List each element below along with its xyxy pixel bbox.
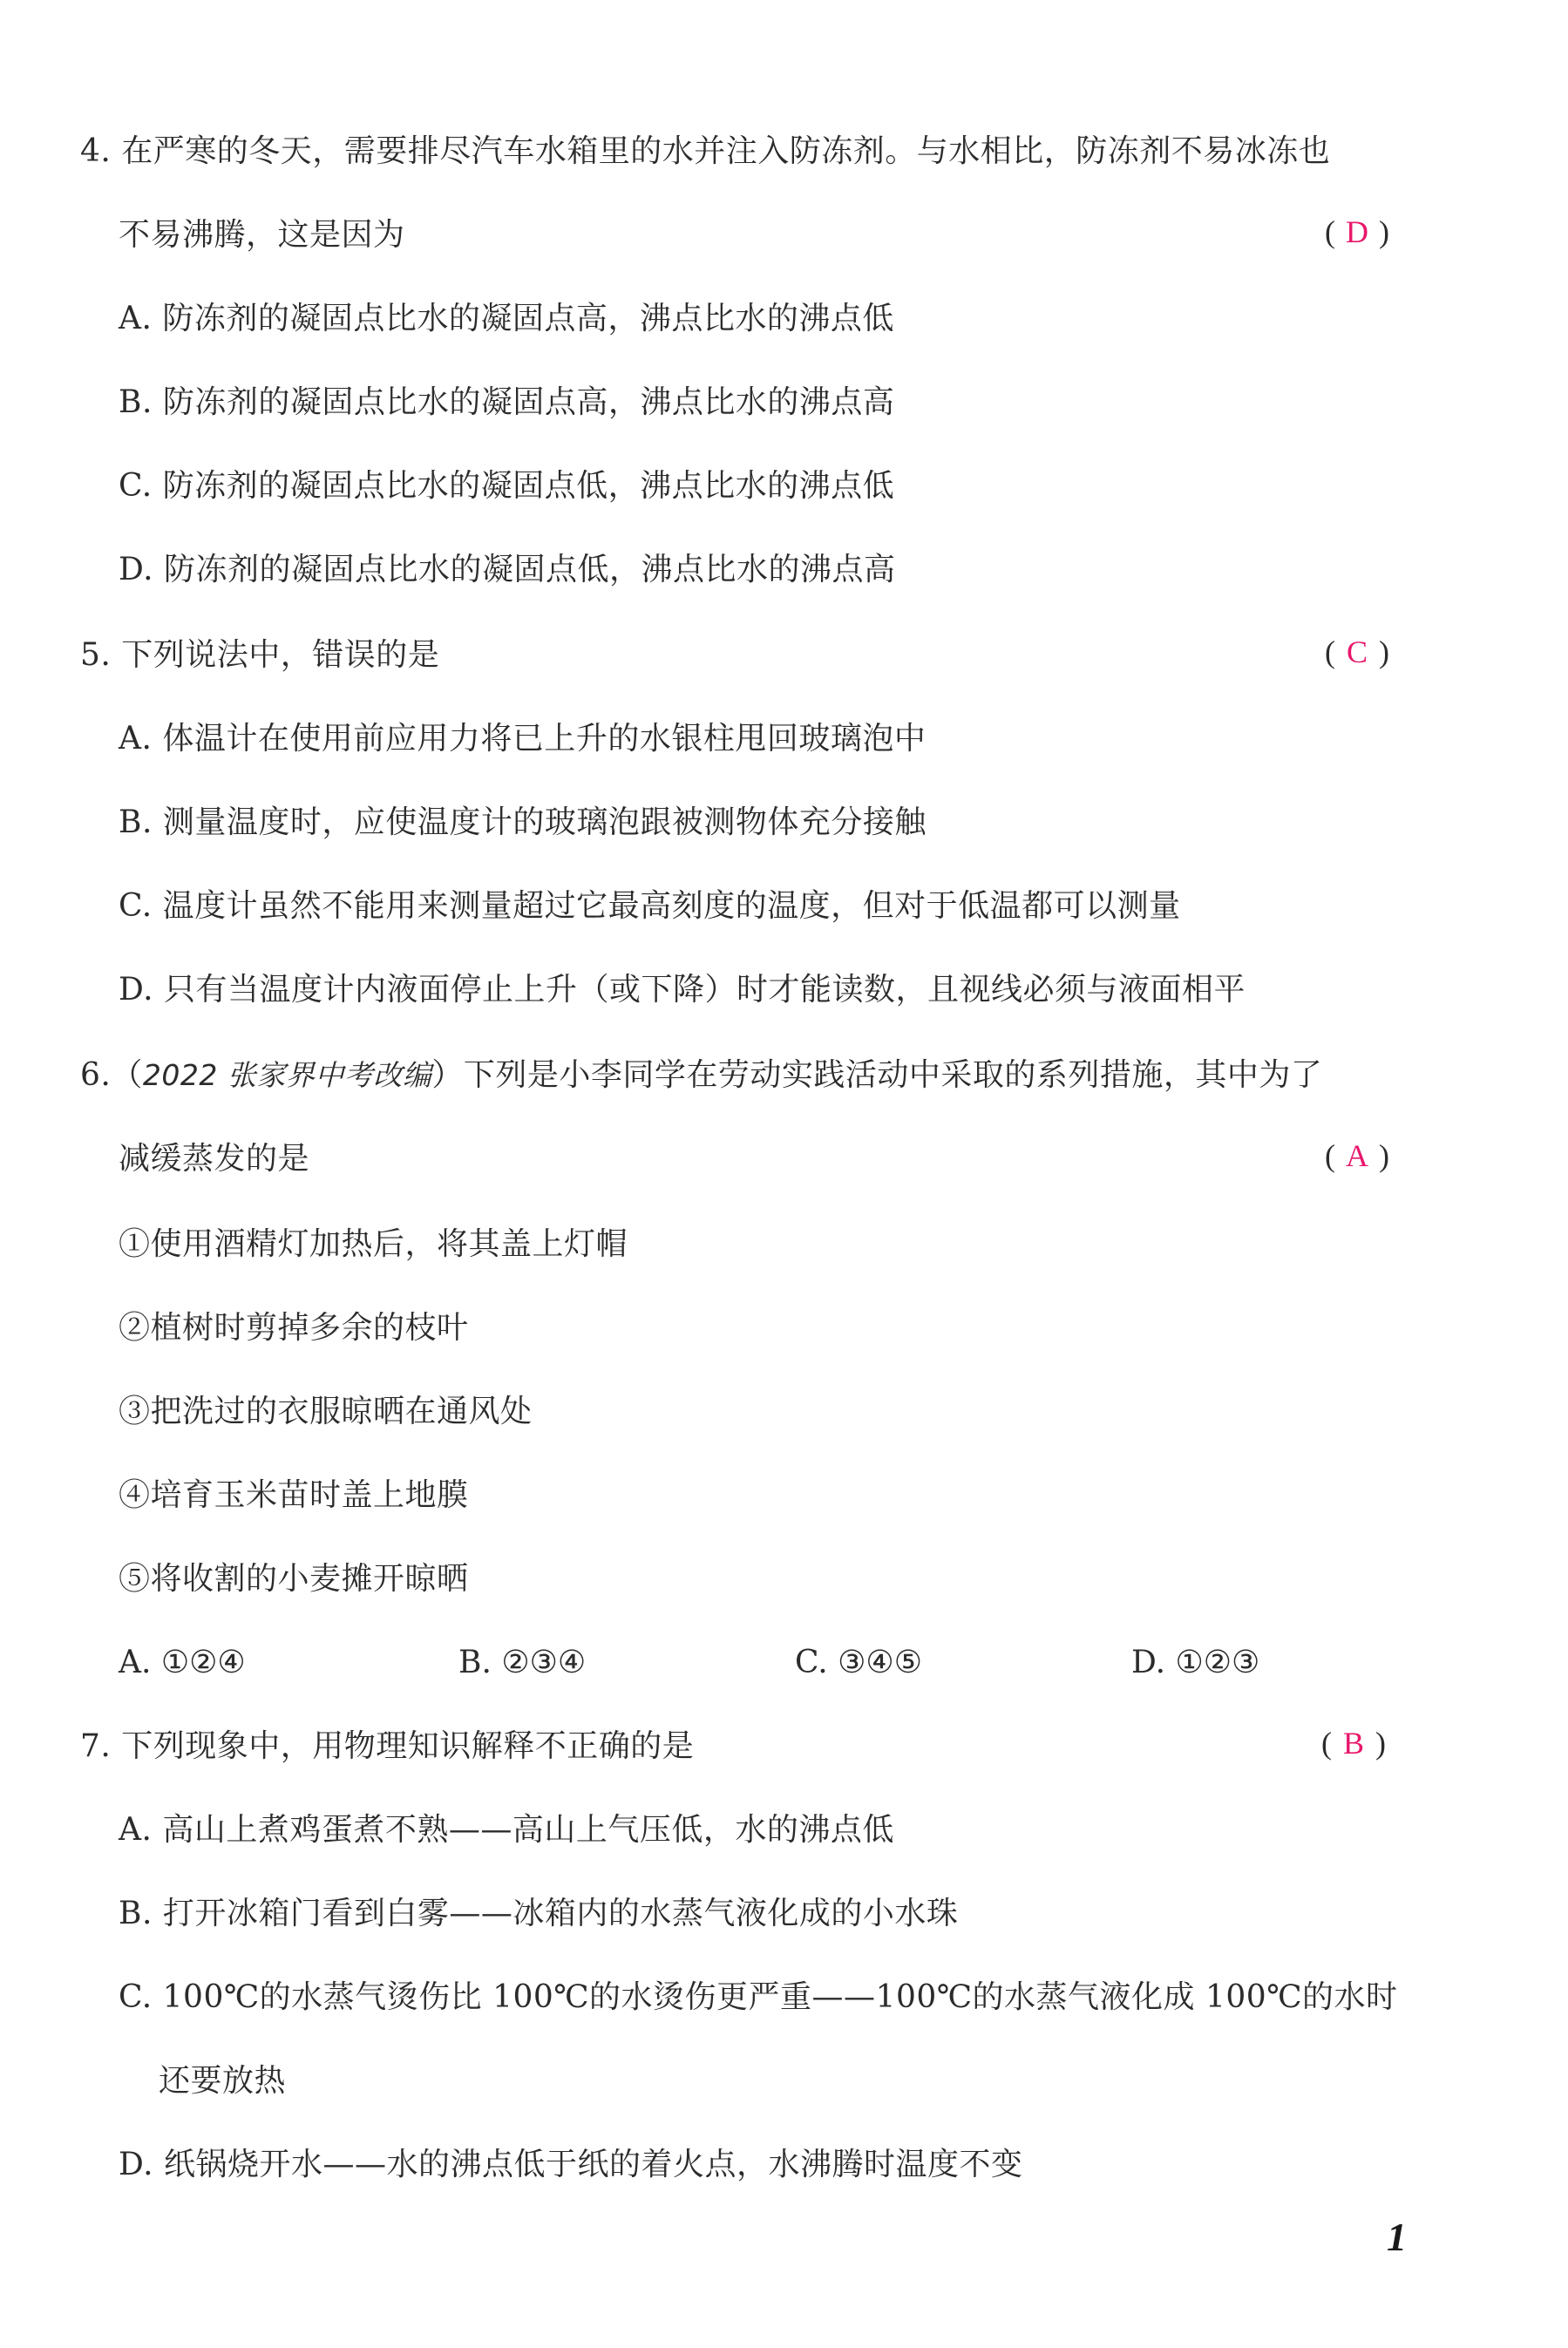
q7-option-c: C. 100℃的水蒸气烫伤比 100℃的水烫伤更严重——100℃的水蒸气液化成 100℃的水时 (119, 1979, 1398, 2015)
q6-item-3: ③把洗过的衣服晾晒在通风处 (119, 1394, 533, 1429)
q5-option-b: B. 测量温度时，应使温度计的玻璃泡跟被测物体充分接触 (119, 804, 927, 840)
q7-answer: B (1342, 1726, 1364, 1761)
q7-option-b: B. 打开冰箱门看到白雾——冰箱内的水蒸气液化成的小水珠 (119, 1896, 959, 1931)
q6-item-2: ②植树时剪掉多余的枝叶 (119, 1310, 469, 1346)
q7-option-c-cont: 还要放热 (159, 2063, 287, 2099)
q5-answer: C (1346, 635, 1368, 669)
q6-item-5: ⑤将收割的小麦摊开晾晒 (119, 1561, 469, 1597)
q6-item-4: ④培育玉米苗时盖上地膜 (119, 1477, 469, 1513)
q6-stem-rest: ）下列是小李同学在劳动实践活动中采取的系列措施，其中为了 (431, 1057, 1323, 1093)
q5-stem: 5. 下列说法中，错误的是 (80, 637, 440, 673)
page-number: 1 (1387, 2215, 1407, 2259)
q4-option-a: A. 防冻剂的凝固点比水的凝固点高，沸点比水的沸点低 (119, 301, 894, 336)
q6-answer: A (1346, 1138, 1368, 1173)
q4-stem-line1: 4. 在严寒的冬天，需要排尽汽车水箱里的水并注入防冻剂。与水相比，防冻剂不易冰冻也 (80, 133, 1331, 169)
q5-option-d: D. 只有当温度计内液面停止上升（或下降）时才能读数，且视线必须与液面相平 (119, 972, 1246, 1008)
q4-option-d: D. 防冻剂的凝固点比水的凝固点低，沸点比水的沸点高 (119, 552, 896, 587)
q7-answer-bracket: ( B ) (1321, 1722, 1386, 1764)
q4-option-c: C. 防冻剂的凝固点比水的凝固点低，沸点比水的沸点低 (119, 468, 895, 504)
q6-answer-bracket: ( A ) (1325, 1135, 1389, 1177)
q7-option-d: D. 纸锅烧开水——水的沸点低于纸的着火点，水沸腾时温度不变 (119, 2147, 1023, 2182)
q6-option-d: D. ①②③ (1131, 1645, 1260, 1680)
q5-option-a: A. 体温计在使用前应用力将已上升的水银柱甩回玻璃泡中 (119, 721, 927, 757)
q5-answer-bracket: ( C ) (1325, 631, 1389, 673)
q4-option-b: B. 防冻剂的凝固点比水的凝固点高，沸点比水的沸点高 (119, 384, 895, 420)
q6-prefix: 6.（ (80, 1057, 143, 1093)
q4-answer: D (1346, 214, 1368, 249)
q4-stem-line2: 不易沸腾，这是因为 (119, 217, 405, 253)
q7-option-a: A. 高山上煮鸡蛋煮不熟——高山上气压低，水的沸点低 (119, 1812, 894, 1848)
q6-item-1: ①使用酒精灯加热后，将其盖上灯帽 (119, 1226, 628, 1262)
q4-answer-bracket: ( D ) (1325, 211, 1389, 253)
q6-option-c: C. ③④⑤ (795, 1645, 922, 1680)
q6-source: 2022 张家界中考改编 (142, 1058, 432, 1092)
q6-option-b: B. ②③④ (458, 1645, 587, 1680)
q6-stem-line1 (80, 1055, 1322, 1096)
q7-stem: 7. 下列现象中，用物理知识解释不正确的是 (80, 1728, 695, 1764)
q5-option-c: C. 温度计虽然不能用来测量超过它最高刻度的温度，但对于低温都可以测量 (119, 888, 1181, 924)
q6-option-a: A. ①②④ (119, 1645, 246, 1680)
q6-stem-line2: 减缓蒸发的是 (119, 1141, 310, 1177)
